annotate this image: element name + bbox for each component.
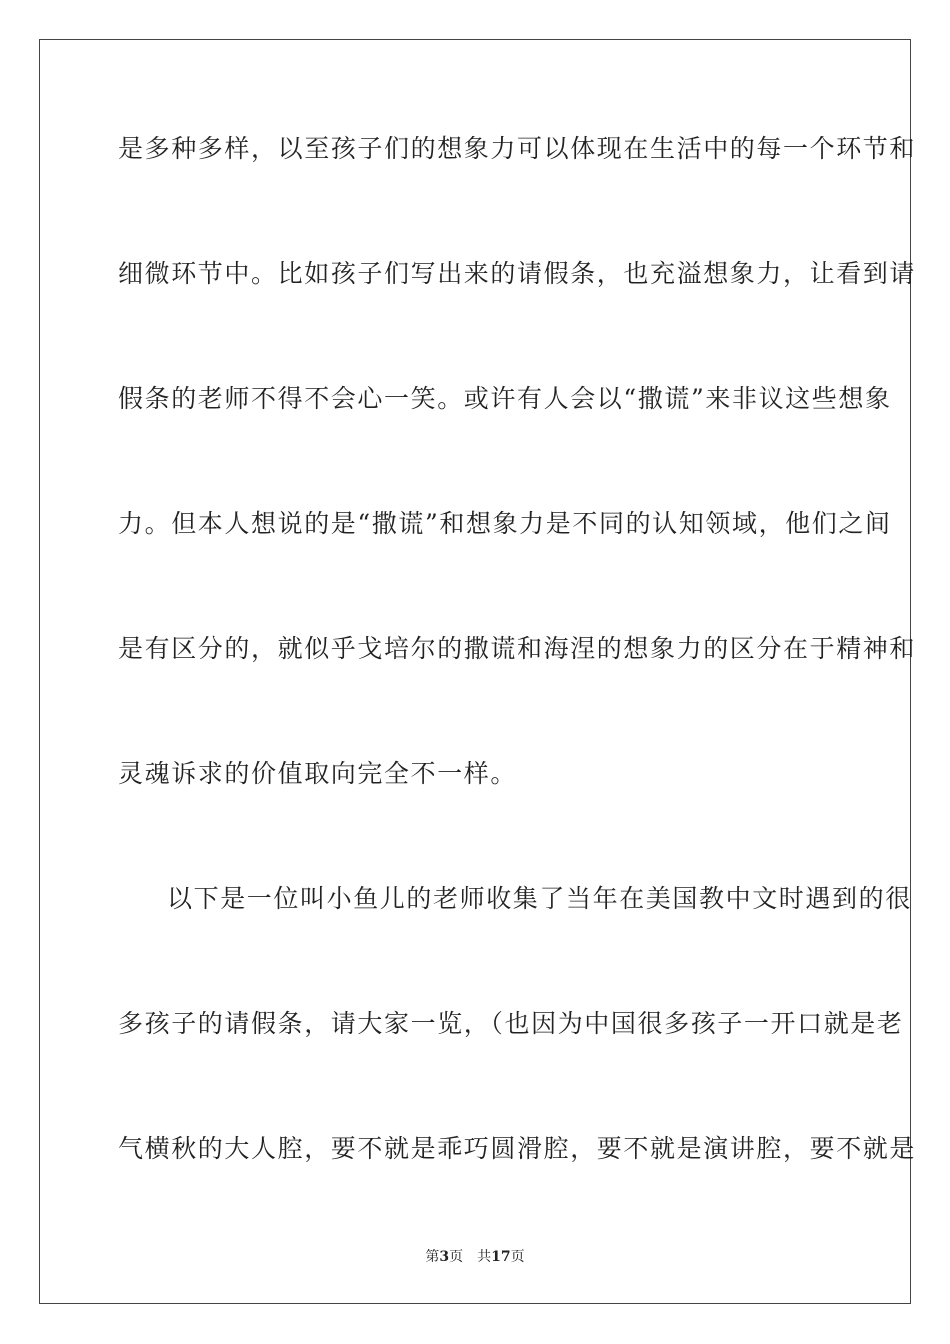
body-text-line-2: 细微环节中。比如孩子们写出来的请假条，也充溢想象力，让看到请 [118,259,917,288]
body-text-line-1: 是多种多样，以至孩子们的想象力可以体现在生活中的每一个环节和 [118,134,917,163]
footer-total-pages: 17 [491,1249,511,1265]
body-text-line-5: 是有区分的，就似乎戈培尔的撒谎和海涅的想象力的区分在于精神和 [118,634,917,663]
body-text-line-9: 气横秋的大人腔，要不就是乖巧圆滑腔，要不就是演讲腔，要不就是 [118,1134,917,1163]
footer-page-number: 3 [439,1249,450,1265]
body-text-line-7: 以下是一位叫小鱼儿的老师收集了当年在美国教中文时遇到的很 [167,884,912,913]
footer-page-suffix: 页 [449,1249,464,1265]
body-text-line-3: 假条的老师不得不会心一笑。或许有人会以“撒谎”来非议这些想象 [118,384,892,413]
page-border [39,39,917,1304]
footer-page-prefix: 第 [425,1249,440,1265]
footer-total-suffix: 页 [510,1249,525,1265]
footer-total-prefix: 共 [477,1249,492,1265]
body-text-line-4: 力。但本人想说的是“撒谎”和想象力是不同的认知领域，他们之间 [118,509,892,538]
body-text-line-8: 多孩子的请假条，请大家一览，（也因为中国很多孩子一开口就是老 [118,1009,904,1038]
page-footer [0,1248,950,1266]
body-text-line-6: 灵魂诉求的价值取向完全不一样。 [118,759,518,788]
